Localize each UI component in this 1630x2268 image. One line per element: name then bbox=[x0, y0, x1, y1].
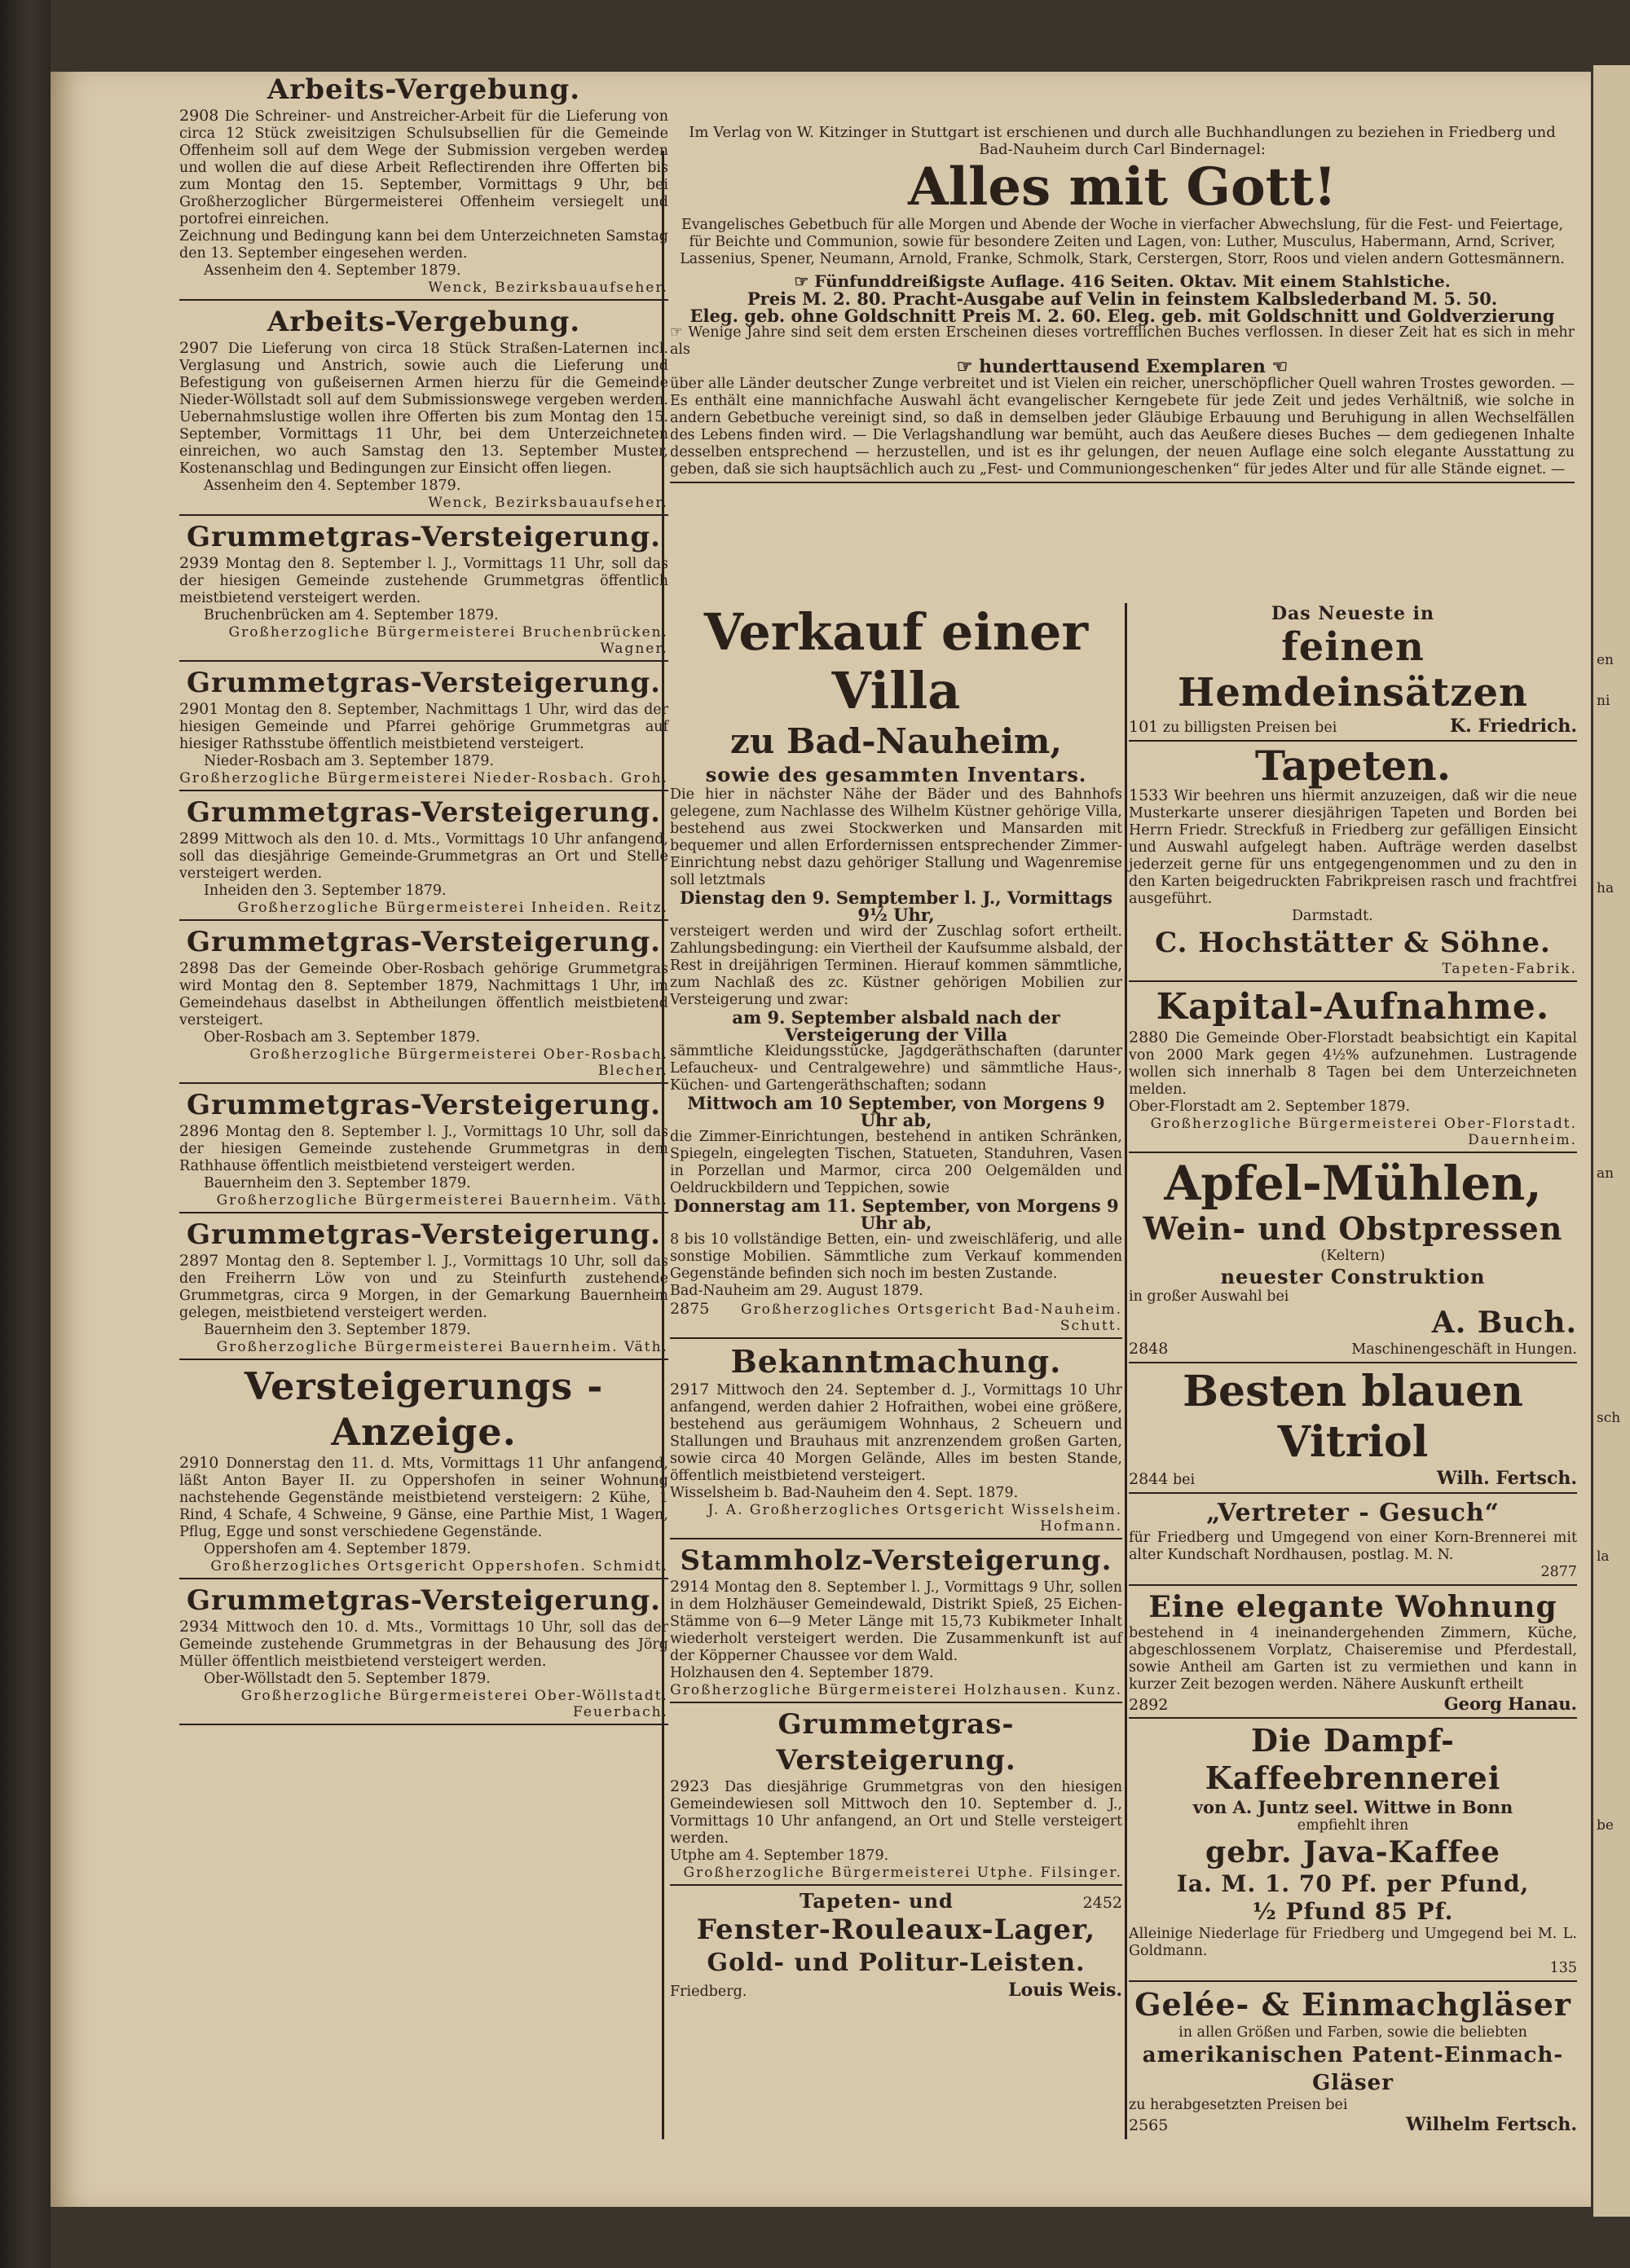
notice-text: Montag den 8. September l. J., Vormittags 10 Uhr, soll das den Freiherrn Löw von und zu Steinfurth zustehende Grummetgras, circa 9 Morgen, in der Gemarkung Bauernheim gelegen, meistbietend versteigert werden. bbox=[179, 1253, 668, 1321]
notice-text: Die Schreiner- und Anstreicher-Arbeit für die Lieferung von circa 12 Stück zweisitzigen Schulsubsellien für die Gemeinde Offenheim soll auf dem Wege der Submission vergeben werden und wollen die auf diese Arbeit Reflectirenden ihre Offerten bis zum Montag den 15. September, Vormittags 9 Uhr, bei Großherzoglicher Bürgermeisterei Offenheim versiegelt und portofrei einreichen. bbox=[179, 108, 668, 227]
wohnung-title: Eine elegante Wohnung bbox=[1148, 1590, 1557, 1624]
divider bbox=[1129, 1980, 1577, 1982]
notice-sig: Großherzogliche Bürgermeisterei Bauernheim. Väth. bbox=[216, 1339, 668, 1355]
tapeten-place: Darmstadt. bbox=[1292, 908, 1373, 924]
notice-num: 2907 bbox=[179, 339, 219, 357]
grumm2-sig: Großherzogliche Bürgermeisterei Utphe. Filsinger. bbox=[683, 1865, 1122, 1881]
villa-place: Bad-Nauheim am 29. August 1879. bbox=[670, 1283, 923, 1299]
villa-title: Verkauf einer Villa bbox=[703, 602, 1089, 720]
notice bbox=[179, 1363, 668, 1579]
notice bbox=[179, 924, 668, 1084]
vertreter-title: „Vertreter - Gesuch“ bbox=[1206, 1499, 1500, 1527]
notice-extra: Zeichnung und Bedingung kann bei dem Unterzeichneten Samstag den 13. September eingesehen werden. bbox=[179, 228, 668, 262]
gott-note3: über alle Länder deutscher Zunge verbreitet und ist Vielen ein reicher, unerschöpflicher Quell wahren Trostes geworden. — Es enthält eine mannichfache Auswahl ächt evangelischer Kerngebete für jede Zeit und jedes Verhältniß, wie solche in andern Gebetbuche vereinigt sind, so daß in demselben jeder Gläubige Erbauung und Beruhigung in allen Wechselfällen des Lebens finden wird. — Die Verlagshandlung war bemüht, auch das Aeußere dieses Buches — dem gediegenen Inhalte desselben entsprechend — herzustellen, und ist es ihr gelungen, der neuen Auflage eine solch elegante Ausstattung zu geben, daß sie sich hauptsächlich auch zu „Fest- und Communiongeschenken“ für jedes Alter und für alle Stände eignet. — bbox=[670, 376, 1575, 478]
divider bbox=[1129, 980, 1577, 982]
notice-place: Ober-Rosbach am 3. September 1879. bbox=[204, 1029, 481, 1046]
notice-sig: Großherzogliche Bürgermeisterei Bruchenbrücken. Wagner. bbox=[228, 624, 668, 657]
gott-note2: ☞ hunderttausend Exemplaren ☜ bbox=[956, 356, 1289, 377]
grumm2-title: Grummetgras-Versteigerung. bbox=[776, 1708, 1016, 1777]
notice-place: Nieder-Rosbach am 3. September 1879. bbox=[204, 753, 495, 769]
vertreter-text: für Friedberg und Umgegend von einer Korn-Brennerei mit alter Kundschaft Nordhausen, postlag. M. N. bbox=[1129, 1530, 1577, 1563]
villa-date3: Mittwoch am 10 September, von Morgens 9 Uhr ab, bbox=[687, 1093, 1105, 1130]
kaffee-l4: Ia. M. 1. 70 Pf. per Pfund, bbox=[1176, 1870, 1530, 1897]
notice bbox=[179, 304, 668, 516]
stamm-place: Holzhausen den 4. September 1879. bbox=[670, 1665, 934, 1681]
villa-p1: Die hier in nächster Nähe der Bäder und des Bahnhofs gelegene, zum Nachlasse des Wilhelm Küstner gehörige Villa, bestehend aus zwei Stockwerken und Mansarden mit bequemer und allen Erfordernissen entsprechender Zimmer-Einrichtung nebst dazu gehöriger Stallung und Wagenremise soll letztmals bbox=[670, 786, 1122, 888]
tapeten-title: Tapeten. bbox=[1254, 742, 1452, 790]
tapetenlager-sig: Louis Weis. bbox=[1008, 1980, 1122, 2001]
notice-text: Donnerstag den 11. d. Mts, Vormittags 11 Uhr anfangend, läßt Anton Bayer II. zu Oppershofen in seiner Wohnung nachstehende Gegenstände meistbietend versteigern: 2 Kühe, 1 Rind, 4 Schafe, 4 Schweine, 9 Gänse, eine Parthie Mist, 1 Wagen, Pflug, Egge und sonst verschiedene Gegenstände. bbox=[179, 1455, 668, 1540]
notice-title: Arbeits-Vergebung. bbox=[267, 306, 581, 338]
bekannt-place: Wisselsheim b. Bad-Nauheim den 4. Sept. 1879. bbox=[670, 1485, 1019, 1501]
notice-num: 2897 bbox=[179, 1252, 219, 1270]
divider bbox=[179, 919, 668, 921]
kaffee-num: 135 bbox=[1549, 1960, 1577, 1976]
tapetenlager-l1: Tapeten- und bbox=[799, 1889, 954, 1913]
hemd-ad bbox=[1129, 603, 1577, 737]
tapetenlager-ad bbox=[670, 1889, 1122, 2001]
wohnung-text: bestehend in 4 ineinandergehenden Zimmern, Küche, abgeschlossenem Vorplatz, Chaiseremise und Pferdestall, sowie Antheil am Garten ist zu vermiethen und kann in kurzer Zeit bezogen werden. Nähere Auskunft ertheilt bbox=[1129, 1625, 1577, 1693]
middle-column bbox=[670, 603, 1129, 2001]
villa-date1: Dienstag den 9. Semptember l. J., Vormittags 9½ Uhr, bbox=[680, 887, 1112, 925]
sliver-text: an bbox=[1597, 1165, 1615, 1182]
right-column bbox=[1129, 603, 1577, 2135]
notice-place: Assenheim den 4. September 1879. bbox=[204, 262, 461, 279]
glaeser-l3: zu herabgesetzten Preisen bei bbox=[1129, 2097, 1348, 2113]
notice bbox=[179, 795, 668, 921]
notice bbox=[179, 1217, 668, 1360]
notice-sig: Großherzogliche Bürgermeisterei Ober-Wöllstadt. Feuerbach. bbox=[240, 1688, 668, 1720]
divider bbox=[1129, 1717, 1577, 1719]
notice-num: 2896 bbox=[179, 1122, 219, 1140]
villa-ad bbox=[670, 603, 1122, 1334]
sliver-text: ha bbox=[1597, 880, 1615, 896]
apfel-title: Apfel-Mühlen, bbox=[1164, 1156, 1542, 1211]
glaeser-l2: amerikanischen Patent-Einmach-Gläser bbox=[1142, 2043, 1564, 2095]
bekannt-text: Mittwoch den 24. September d. J., Vormittags 10 Uhr anfangend, werden dahier 2 Hofraithen, wobei eine größere, bestehend aus geräumigem Wohnhaus, 2 Scheuern und Stallungen und Brauhaus mit anzrenzendem großen Garten, sowie circa 40 Morgen Gelände, Alles im besten Stande, öffentlich meistbietend versteigert. bbox=[670, 1382, 1122, 1484]
divider bbox=[1129, 1584, 1577, 1586]
notice-text: Montag den 8. September, Nachmittags 1 Uhr, wird das der hiesigen Gemeinde und Pfarrei gehörige Grummetgras auf hiesiger Rathsstube öffentlich meistbietend versteigert. bbox=[179, 702, 668, 752]
tapeten-text: Wir beehren uns hiermit anzuzeigen, daß wir die neue Musterkarte unserer diesjährigen Tapeten und Borden bei Herrn Friedr. Streckfuß in Friedberg zur gefälligen Einsicht und Auswahl aufgelegt haben. Aufträge werden daselbst jederzeit gerne für uns entgegengenommen und zu den in den Karten beigedruckten Fabrikpreisen rasch und frachtfrei ausgeführt. bbox=[1129, 788, 1577, 907]
left-column bbox=[179, 72, 668, 1729]
villa-sub: zu Bad-Nauheim, bbox=[730, 721, 1062, 761]
vitriol-pre: bei bbox=[1172, 1472, 1196, 1488]
notice-num: 2901 bbox=[179, 700, 219, 718]
notice-text: Mittwoch den 10. d. Mts., Vormittags 10 Uhr, soll das der Gemeinde zustehende Grummetgras in der Behausung des Jörg Müller öffentlich meistbietend versteigert werden. bbox=[179, 1619, 668, 1670]
notice bbox=[179, 1583, 668, 1725]
bekannt-num: 2917 bbox=[670, 1381, 710, 1398]
notice-title: Grummetgras-Versteigerung. bbox=[186, 1584, 662, 1617]
notice-title: Grummetgras-Versteigerung. bbox=[186, 521, 662, 553]
notice-text: Montag den 8. September l. J., Vormittags 10 Uhr, soll das der hiesigen Gemeinde zustehende Grummetgras in dem Rathhause öffentlich meistbietend versteigert werden. bbox=[179, 1124, 668, 1174]
villa-sig: Großherzogliches Ortsgericht Bad-Nauheim. Schutt. bbox=[740, 1301, 1122, 1334]
sliver-text: ni bbox=[1597, 693, 1610, 709]
apfel-sub3: neuester Construktion bbox=[1220, 1265, 1486, 1288]
notice-num: 2899 bbox=[179, 830, 219, 848]
hemd-num: 101 bbox=[1129, 718, 1159, 736]
notice-num: 2908 bbox=[179, 107, 219, 125]
divider bbox=[179, 660, 668, 662]
villa-p4: die Zimmer-Einrichtungen, bestehend in antiken Schränken, Spiegeln, eingelegten Tischen, Statueten, Standuhren, Vasen in Porzellan und Marmor, circa 200 Oelgemälden und Oeldruckbildern und Teppichen, sowie bbox=[670, 1129, 1122, 1196]
grumm2-num: 2923 bbox=[670, 1777, 710, 1795]
gott-ad bbox=[670, 72, 1575, 487]
grumm2-ad bbox=[670, 1707, 1122, 1881]
stamm-ad bbox=[670, 1543, 1122, 1698]
sliver-text: be bbox=[1597, 1817, 1614, 1834]
notice-title: Grummetgras-Versteigerung. bbox=[186, 1089, 662, 1121]
kapital-num: 2880 bbox=[1129, 1028, 1169, 1046]
apfel-sig: Maschinengeschäft in Hungen. bbox=[1351, 1341, 1577, 1358]
notice-sig: Großherzogliche Bürgermeisterei Inheiden. Reitz. bbox=[237, 900, 668, 916]
vertreter-num: 2877 bbox=[1540, 1564, 1577, 1580]
notice-title: Grummetgras-Versteigerung. bbox=[186, 796, 662, 829]
apfel-sub: Wein- und Obstpressen bbox=[1143, 1210, 1563, 1247]
sliver-text: en bbox=[1597, 652, 1615, 668]
notice-text: Die Lieferung von circa 18 Stück Straßen-Laternen incl. Verglasung und Anstrich, sowie auch die Lieferung und Befestigung von gußeisernen Armen hierzu für die Gemeinde Nieder-Wöllstadt soll auf dem Submissionswege vergeben werden. Uebernahmslustige wollen ihre Offerten bis zum Montag den 15. September, Vormittags 11 Uhr, bei dem Unterzeichneten einreichen, wo auch Samstag den 13. September Muster, Kostenanschlag und Bedingungen zur Einsicht offen liegen. bbox=[179, 341, 668, 477]
apfel-text: in großer Auswahl bei bbox=[1129, 1288, 1289, 1305]
gott-title: Alles mit Gott! bbox=[908, 156, 1337, 218]
villa-date4: Donnerstag am 11. September, von Morgens 9 Uhr ab, bbox=[673, 1196, 1119, 1233]
notice-sig: Großherzogliche Bürgermeisterei Bauernheim. Väth. bbox=[216, 1192, 668, 1209]
divider bbox=[179, 1724, 668, 1725]
notice-title: Grummetgras-Versteigerung. bbox=[186, 926, 662, 958]
bekannt-title: Bekanntmachung. bbox=[730, 1343, 1062, 1380]
bekannt-ad bbox=[670, 1342, 1122, 1535]
gott-price1: Preis M. 2. 80. Pracht-Ausgabe auf Velin in feinstem Kalbslederband M. 5. 50. bbox=[747, 288, 1498, 309]
kaffee-l5: ½ Pfund 85 Pf. bbox=[1252, 1898, 1454, 1925]
next-page-edge bbox=[1593, 65, 1630, 2217]
tapeten-ad bbox=[1129, 742, 1577, 977]
notice-place: Bruchenbrücken am 4. September 1879. bbox=[204, 607, 499, 623]
glaeser-num: 2565 bbox=[1129, 2116, 1169, 2134]
notice-text: Das der Gemeinde Ober-Rosbach gehörige Grummetgras wird Montag den 8. September 1879, Nachmittags 1 Uhr, im Gemeindehaus daselbst in Abtheilungen öffentlich meistbietend versteigert. bbox=[179, 961, 668, 1028]
wohnung-num: 2892 bbox=[1129, 1696, 1169, 1714]
glaeser-ad bbox=[1129, 1985, 1577, 2135]
notice-title: Versteigerungs - Anzeige. bbox=[244, 1364, 604, 1454]
kapital-ad bbox=[1129, 985, 1577, 1148]
kaffee-l1: von A. Juntz seel. Wittwe in Bonn bbox=[1192, 1797, 1513, 1817]
wohnung-sig: Georg Hanau. bbox=[1443, 1693, 1577, 1714]
hemd-l2: feinen Hemdeinsätzen bbox=[1178, 624, 1528, 716]
notice-sig: Wenck, Bezirksbauaufseher. bbox=[428, 495, 668, 511]
villa-p2: versteigert werden und wird der Zuschlag sofort ertheilt. Zahlungsbedingung: ein Viertheil der Kaufsumme alsbald, der Rest in dreijährigen Terminen. Hierauf kommen sämmtliche, zum Nachlaß des zc. Küstner gehörigen Mobilien zur Versteigerung und zwar: bbox=[670, 923, 1122, 1008]
gott-price2: Eleg. geb. ohne Goldschnitt Preis M. 2. 60. Eleg. geb. mit Goldschnitt und Goldverzierung bbox=[689, 306, 1555, 326]
divider bbox=[179, 1578, 668, 1579]
stamm-text: Montag den 8. September l. J., Vormittags 9 Uhr, sollen in dem Holzhäuser Gemeindewald, Distrikt Spieß, 25 Eichen-Stämme von 6—9 Meter Länge mit 15,73 Kubikmeter Inhalt wiederholt versteigert werden. Die Zusammenkunft ist auf der Köpperner Chaussee vor dem Wald. bbox=[670, 1579, 1122, 1664]
stamm-sig: Großherzogliche Bürgermeisterei Holzhausen. Kunz. bbox=[670, 1682, 1122, 1698]
gott-edition: ☞ Fünfunddreißigste Auflage. 416 Seiten. Oktav. Mit einem Stahlstiche. bbox=[794, 271, 1451, 291]
villa-date2: am 9. September alsbald nach der Versteigerung der Villa bbox=[732, 1007, 1060, 1045]
notice-place: Ober-Wöllstadt den 5. September 1879. bbox=[204, 1671, 491, 1687]
apfel-firm: A. Buch. bbox=[1431, 1306, 1577, 1340]
divider bbox=[179, 1212, 668, 1213]
divider bbox=[1129, 1492, 1577, 1494]
notice-sig: Großherzogliche Bürgermeisterei Ober-Rosbach. Blecher. bbox=[249, 1046, 668, 1079]
tapetenlager-l2: Fenster-Rouleaux-Lager, bbox=[696, 1913, 1096, 1946]
sliver-text: sch bbox=[1597, 1410, 1621, 1426]
book-spine bbox=[0, 0, 51, 2268]
vitriol-sig: Wilh. Fertsch. bbox=[1437, 1468, 1577, 1489]
notice-place: Inheiden den 3. September 1879. bbox=[204, 883, 447, 899]
tapetenlager-l3: Gold- und Politur-Leisten. bbox=[707, 1949, 1086, 1977]
villa-num: 2875 bbox=[670, 1300, 710, 1318]
divider bbox=[179, 1082, 668, 1084]
divider bbox=[179, 790, 668, 791]
kapital-title: Kapital-Aufnahme. bbox=[1156, 986, 1550, 1028]
divider bbox=[670, 1702, 1122, 1703]
notice-text: Mittwoch als den 10. d. Mts., Vormittags 10 Uhr anfangend, soll das diesjährige Gemeinde-Grummetgras an Ort und Stelle versteigert werden. bbox=[179, 831, 668, 882]
apfel-sub2: (Keltern) bbox=[1320, 1248, 1386, 1264]
hemd-sig: K. Friedrich. bbox=[1450, 716, 1577, 737]
glaeser-title: Gelée- & Einmachgläser bbox=[1134, 1986, 1571, 2023]
notice-place: Assenheim den 4. September 1879. bbox=[204, 478, 461, 494]
notice-title: Grummetgras-Versteigerung. bbox=[186, 1218, 662, 1251]
apfel-num: 2848 bbox=[1129, 1340, 1169, 1358]
notice-text: Montag den 8. September l. J., Vormittags 11 Uhr, soll das der hiesigen Gemeinde zustehende Grummetgras öffentlich meistbietend versteigert werden. bbox=[179, 556, 668, 606]
notice-place: Oppershofen am 4. September 1879. bbox=[204, 1541, 471, 1557]
hemd-l1: Das Neueste in bbox=[1271, 603, 1435, 624]
vitriol-num: 2844 bbox=[1129, 1470, 1169, 1488]
notice-num: 2910 bbox=[179, 1454, 219, 1472]
villa-p3: sämmtliche Kleidungsstücke, Jagdgeräthschaften (darunter Lefaucheux- und Centralgewehre) und sämmtliche Haus-, Küchen- und Gartengeräthschaften; sodann bbox=[670, 1043, 1122, 1094]
bekannt-sig: J. A. Großherzogliches Ortsgericht Wisselsheim. Hofmann. bbox=[707, 1502, 1122, 1535]
kapital-sig: Großherzogliche Bürgermeisterei Ober-Florstadt. Dauernheim. bbox=[1150, 1116, 1577, 1148]
divider bbox=[179, 1359, 668, 1360]
notice-sig: Großherzogliches Ortsgericht Oppershofen. Schmidt. bbox=[210, 1558, 668, 1574]
notice-num: 2898 bbox=[179, 959, 219, 977]
divider bbox=[670, 1337, 1122, 1339]
kapital-text: Die Gemeinde Ober-Florstadt beabsichtigt ein Kapital von 2000 Mark gegen 4½% aufzunehmen. Lustragende wollen sich innerhalb 8 Tagen bei dem Unterzeichneten melden. bbox=[1129, 1030, 1577, 1098]
notice-place: Bauernheim den 3. September 1879. bbox=[204, 1322, 471, 1338]
villa-sub2: sowie des gesammten Inventars. bbox=[705, 763, 1087, 786]
kapital-place: Ober-Florstadt am 2. September 1879. bbox=[1129, 1099, 1411, 1115]
divider bbox=[670, 1538, 1122, 1539]
stamm-title: Stammholz-Versteigerung. bbox=[680, 1544, 1112, 1577]
vertreter-ad bbox=[1129, 1497, 1577, 1581]
stamm-num: 2914 bbox=[670, 1578, 710, 1596]
notice-place: Bauernheim den 3. September 1879. bbox=[204, 1175, 471, 1191]
notice bbox=[179, 1087, 668, 1213]
divider bbox=[670, 1884, 1122, 1886]
divider bbox=[179, 514, 668, 516]
villa-p5: 8 bis 10 vollständige Betten, ein- und zweischläferig, und alle sonstige Mobilien. Sämmtliche zum Verkauf kommenden Gegenstände befinden sich noch im besten Zustande. bbox=[670, 1231, 1122, 1282]
tapeten-num: 1533 bbox=[1129, 786, 1169, 804]
kaffee-ad bbox=[1129, 1722, 1577, 1977]
notice-num: 2939 bbox=[179, 554, 219, 572]
grumm2-place: Utphe am 4. September 1879. bbox=[670, 1847, 889, 1864]
notice bbox=[179, 72, 668, 301]
notice-sig: Wenck, Bezirksbauaufseher. bbox=[428, 280, 668, 296]
vitriol-title: Besten blauen Vitriol bbox=[1183, 1367, 1523, 1467]
notice-title: Arbeits-Vergebung. bbox=[267, 73, 581, 106]
tapetenlager-num: 2452 bbox=[1082, 1894, 1122, 1912]
divider bbox=[670, 482, 1575, 483]
glaeser-sig: Wilhelm Fertsch. bbox=[1406, 2114, 1577, 2135]
notice bbox=[179, 519, 668, 662]
apfel-ad bbox=[1129, 1156, 1577, 1359]
divider bbox=[1129, 1152, 1577, 1153]
divider bbox=[1129, 1362, 1577, 1363]
hemd-l3: zu billigsten Preisen bei bbox=[1162, 720, 1337, 736]
notice-title: Grummetgras-Versteigerung. bbox=[186, 667, 662, 699]
sliver-text: la bbox=[1597, 1548, 1610, 1565]
divider bbox=[179, 299, 668, 301]
notice-sig: Großherzogliche Bürgermeisterei Nieder-Rosbach. Groh. bbox=[179, 770, 668, 786]
gott-note1: ☞ Wenige Jahre sind seit dem ersten Erscheinen dieses vortrefflichen Buches verflossen. In dieser Zeit hat es sich in mehr als bbox=[670, 324, 1575, 358]
glaeser-l1: in allen Größen und Farben, sowie die beliebten bbox=[1178, 2024, 1527, 2041]
gott-intro: Im Verlag von W. Kitzinger in Stuttgart ist erschienen und durch alle Buchhandlungen zu beziehen in Friedberg und Bad-Nauheim durch Carl Bindernagel: bbox=[689, 124, 1556, 158]
tapeten-firm2: Tapeten-Fabrik. bbox=[1442, 961, 1577, 977]
tapetenlager-place: Friedberg. bbox=[670, 1984, 747, 2000]
kaffee-l6: Alleinige Niederlage für Friedberg und Umgegend bei M. L. Goldmann. bbox=[1129, 1926, 1577, 1959]
notice bbox=[179, 665, 668, 791]
gott-desc: Evangelisches Gebetbuch für alle Morgen und Abende der Woche in vierfacher Abwechslung, für die Fest- und Feiertage, für Beichte und Communion, sowie für besondere Zeiten und Lagen, von: Luther, Musculus, Habermann, Arnd, Scriver, Lassenius, Spener, Neumann, Arnold, Franke, Schmolk, Stark, Cerstergen, Storr, Roos und vielen andern Gottesmännern. bbox=[680, 217, 1565, 267]
kaffee-l3: gebr. Java-Kaffee bbox=[1205, 1835, 1500, 1869]
kaffee-l2: empfiehlt ihren bbox=[1297, 1817, 1409, 1834]
grumm2-text: Das diesjährige Grummetgras von den hiesigen Gemeindewiesen soll Mittwoch den 10. September d. J., Vormittags 10 Uhr anfangend, an Ort und Stelle versteigert werden. bbox=[670, 1779, 1122, 1847]
vitriol-ad bbox=[1129, 1367, 1577, 1489]
wohnung-ad bbox=[1129, 1589, 1577, 1714]
kaffee-title: Die Dampf-Kaffeebrennerei bbox=[1205, 1722, 1501, 1796]
notice-num: 2934 bbox=[179, 1618, 219, 1636]
tapeten-firm: C. Hochstätter & Söhne. bbox=[1155, 927, 1551, 959]
